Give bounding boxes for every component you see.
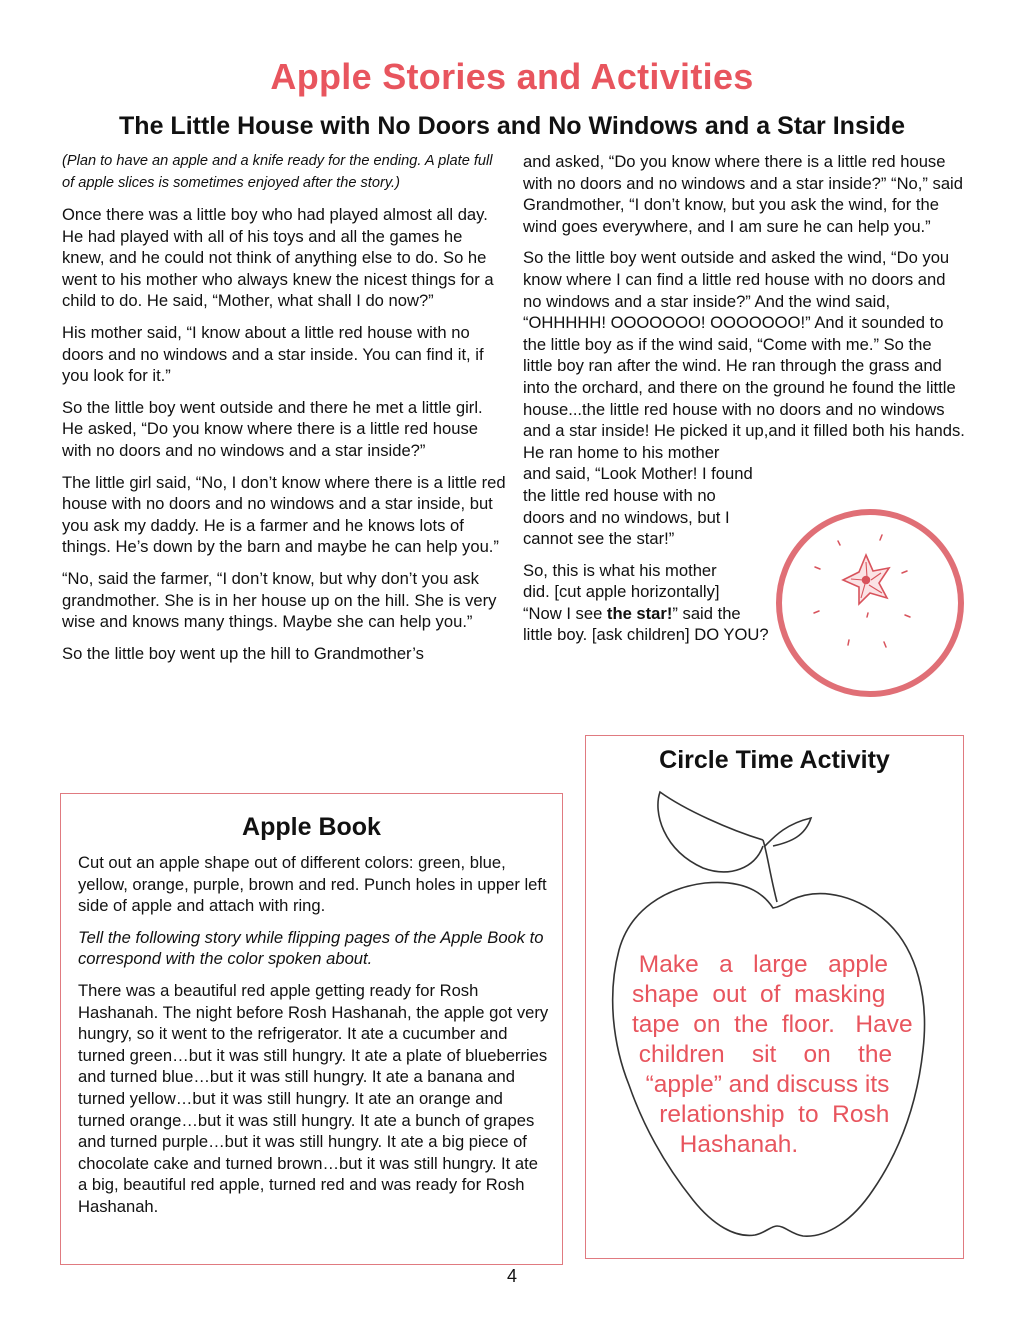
story-note: (Plan to have an apple and a knife ready for the ending. A plate full of apple slices is sometimes enjoyed after the story.) [62,153,493,191]
story-paragraph: So the little boy went outside and asked the wind, “Do you know where I can find a little red house with no doors and no windows and a star inside?” And the wind said, “OHHHHH! OOOOOOO! OOOOOOO!” And it sounded to the little boy as if the wind said, “Come with me.” So the little boy ran after the wind. He ran through the grass and into the orchard, and there on the ground he found the little house...the little red house with no doors and no windows and a star inside! He picked it up,and it filled both his hands. He ran home to his mother [523,248,965,462]
story-paragraph: Once there was a little boy who had played almost all day. He had played with all of his toys and all the games he knew, and he could not think of anything else to do. So he went to his mother who always knew the nicest things for a child to do. He said, “Mother, what shall I do now?” [62,205,494,311]
apple-book-title: Apple Book [242,813,381,841]
story-line: cannot see the star!” [523,529,675,549]
instruction-line: Make a large apple [632,951,889,978]
story-title: The Little House with No Doors and No Windows and a Star Inside [119,112,905,140]
instruction-line: children sit on the [632,1041,893,1068]
story-paragraph: “No, said the farmer, “I don’t know, but why don’t you ask grandmother. She is in her house up on the hill. She is very wise and knows many things. Maybe she can help you.” [62,568,497,632]
apple-stem-and-leaf [658,792,811,902]
apple-book-story: There was a beautiful red apple getting ready for Rosh Hashanah. The night before Rosh Hashanah, the apple got very hungry, so it went to the refrigerator. It ate a cucumber and turned green…but it was still hungry. It ate a plate of blueberries and turned blue…but it was still hungry. It ate a banana and turned yellow…but it was still hungry. It ate an orange and turned orange…but it was still hungry. It ate a bunch of grapes and turned purple…but it was still hungry. It ate a big piece of chocolate cake and turned brown…but it was still hungry. It ate a big, beautiful red apple, turned red and was ready for Rosh Hashanah. [78,980,549,1216]
instruction-line: Hashanah. [632,1131,799,1158]
apple-book-body [78,852,550,1228]
apple-slice-star-illustration [770,505,970,705]
story-paragraph: His mother said, “I know about a little red house with no doors and no windows and a star inside. You can find it, if you look for it.” [62,322,484,386]
story-line-text: ” said the [672,603,741,623]
instruction-line: “apple” and discuss its [632,1071,890,1098]
page-number: 4 [506,1266,517,1286]
story-line: the little red house with no [523,485,716,505]
story-line: and said, “Look Mother! I found [523,464,753,484]
story-line: little boy. [ask children] DO YOU? [523,625,769,645]
story-column-left [62,151,507,674]
story-paragraph: So the little boy went outside and there he met a little girl. He asked, “Do you know where there is a little red house with no doors and no windows and a star inside?” [62,397,483,460]
apple-book-instruction: Tell the following story while flipping pages of the Apple Book to correspond with the color spoken about. [78,927,544,969]
story-paragraph: So the little boy went up the hill to Grandmother’s [62,643,424,663]
star-emphasis: the star! [606,603,673,623]
story-paragraph: The little girl said, “No, I don’t know where there is a little red house with no doors and no windows and a star inside, but you ask my daddy. He is a farmer and he knows lots of things. He’s down by the barn and maybe he can help you.” [62,472,506,557]
story-line: doors and no windows, but I [523,507,730,527]
apple-book-intro: Cut out an apple shape out of different colors: green, blue, yellow, orange, purple, brown and red. Punch holes in upper left side of apple and attach with ring. [78,853,547,916]
story-line-text: “Now I see [523,603,607,623]
page-title: Apple Stories and Activities [270,56,754,97]
instruction-line: tape on the floor. Have [632,1011,913,1038]
story-line: did. [cut apple horizontally] [523,582,720,602]
instruction-line: shape out of masking [632,981,886,1008]
circle-time-instructions [632,950,924,1160]
instruction-line: relationship to Rosh [632,1101,890,1128]
apple-slice-outline [779,512,961,694]
story-line: So, this is what his mother [523,560,717,580]
apple-star-icon [843,555,889,604]
circle-time-title: Circle Time Activity [659,746,890,774]
story-paragraph: and asked, “Do you know where there is a little red house with no doors and no windows and a star inside?” “No,” said Grandmother, “I don’t know, but you ask the wind, for the wind goes everywhere, and I am sure he can help you.” [523,152,963,236]
